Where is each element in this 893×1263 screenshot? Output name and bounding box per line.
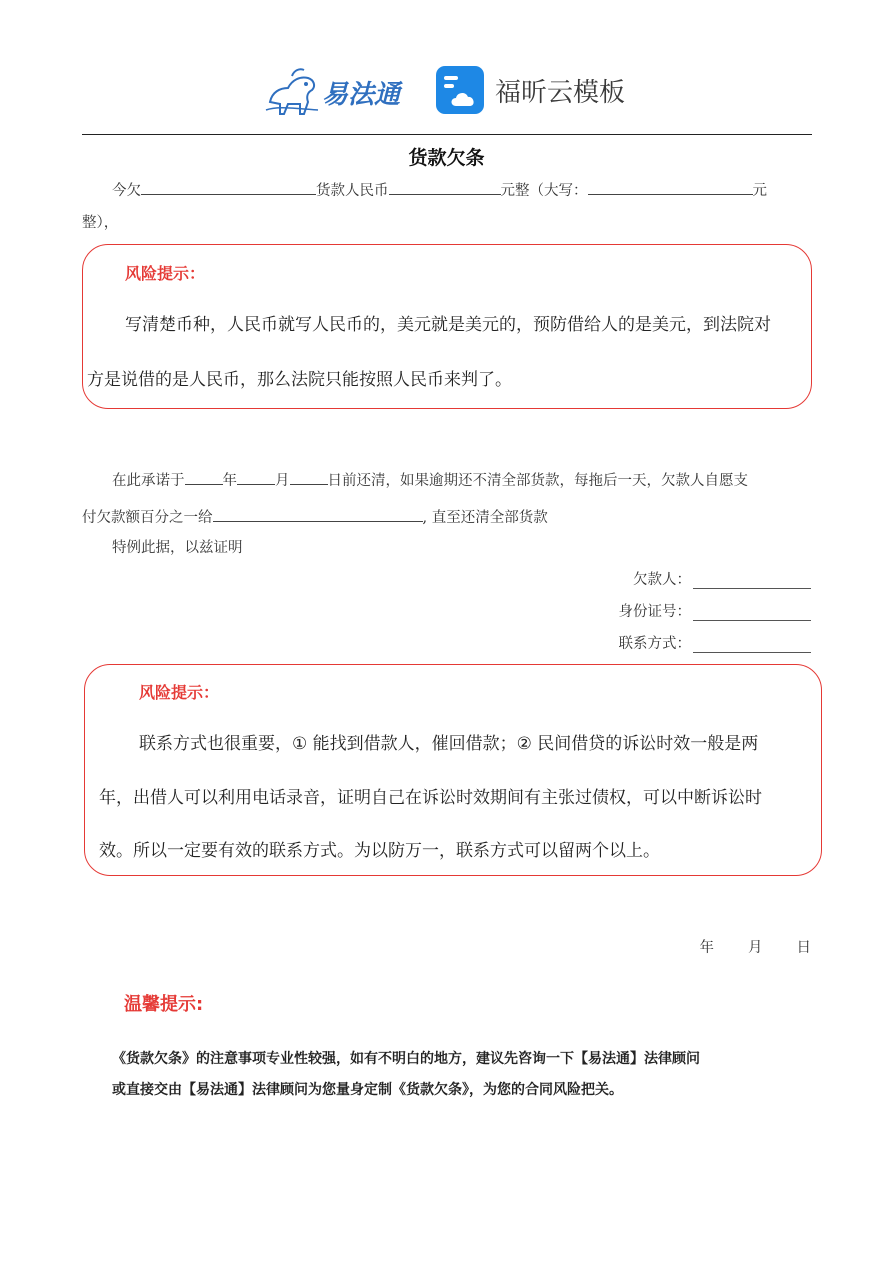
- risk-tip-title-1: 风险提示：: [125, 264, 206, 283]
- risk-tip-2-line-2: 年，出借人可以利用电话录音，证明自己在诉讼时效期间有主张过债权，可以中断诉讼时: [99, 788, 762, 808]
- promise-year: 年: [222, 473, 237, 489]
- debt-mid2: 元整（大写：: [500, 183, 588, 199]
- promise-intro: 在此承诺于: [112, 473, 185, 489]
- warm-tip-line-1: 《货款欠条》的注意事项专业性较强，如有不明白的地方，建议先咨询一下【易法通】法律顾问: [112, 1051, 700, 1067]
- warm-tip-line-2: 或直接交由【易法通】法律顾问为您量身定制《货款欠条》，为您的合同风险把关。: [112, 1082, 623, 1098]
- header-logos: [0, 58, 893, 124]
- blank-debtor: [141, 180, 316, 195]
- fuxin-logo-text: 福昕云模板: [495, 78, 626, 108]
- date-line: [700, 936, 812, 957]
- blank-day: [290, 470, 328, 485]
- debt-suffix: 元: [752, 183, 767, 199]
- promise-line-1: [112, 470, 748, 491]
- warm-tip-title: 温馨提示:: [124, 994, 204, 1015]
- signature-debtor-blank: [693, 572, 811, 589]
- promise-month: 月: [275, 473, 290, 489]
- blank-amount: [389, 180, 501, 195]
- signature-debtor-label: 欠款人：: [633, 572, 691, 588]
- document-title: 货款欠条: [408, 147, 485, 169]
- debt-mid1: 货款人民币: [316, 183, 389, 199]
- debt-line-continuation: 整），: [82, 215, 119, 231]
- certify-line: 特例此据，以兹证明: [112, 540, 243, 556]
- debt-line: [112, 180, 812, 201]
- header-divider: [82, 134, 812, 135]
- risk-tip-1-line-2: 方是说借的是人民币，那么法院只能按照人民币来判了。: [87, 370, 512, 390]
- yifatong-logo: [262, 62, 412, 118]
- promise-until: , 直至还清全部货款: [422, 510, 548, 526]
- fuxin-cloud-icon: [436, 66, 484, 114]
- signature-contact-blank: [693, 636, 811, 653]
- promise-rest: 日前还清，如果逾期还不清全部货款，每拖后一天，欠款人自愿支: [327, 473, 748, 489]
- yifatong-logo-text: 易法通: [322, 80, 401, 110]
- blank-penalty: [213, 507, 423, 522]
- risk-tip-2-line-3: 效。所以一定要有效的联系方式。为以防万一，联系方式可以留两个以上。: [99, 841, 660, 861]
- risk-tip-title-2: 风险提示：: [139, 683, 220, 702]
- signature-contact: [619, 632, 812, 653]
- risk-tip-box-1: [82, 244, 812, 409]
- qilin-icon: [262, 62, 322, 118]
- date-day: 日: [796, 940, 811, 956]
- promise-penalty: 付欠款额百分之一给: [82, 510, 213, 526]
- risk-tip-1-line-1: 写清楚币种，人民币就写人民币的，美元就是美元的，预防借给人的是美元，到法院对: [125, 315, 771, 335]
- signature-contact-label: 联系方式：: [618, 636, 691, 652]
- risk-tip-box-2: [84, 664, 822, 876]
- signature-id-label: 身份证号：: [618, 604, 691, 620]
- blank-month: [237, 470, 275, 485]
- promise-line-2: [82, 507, 548, 528]
- date-month: 月: [748, 940, 763, 956]
- date-year: 年: [699, 940, 714, 956]
- signature-id: [619, 600, 812, 621]
- signature-debtor: [633, 568, 811, 589]
- blank-amount-capital: [588, 180, 753, 195]
- signature-id-blank: [693, 604, 811, 621]
- blank-year: [185, 470, 223, 485]
- risk-tip-2-line-1: 联系方式也很重要，① 能找到借款人，催回借款；② 民间借贷的诉讼时效一般是两: [139, 734, 759, 754]
- debt-prefix: 今欠: [112, 183, 141, 199]
